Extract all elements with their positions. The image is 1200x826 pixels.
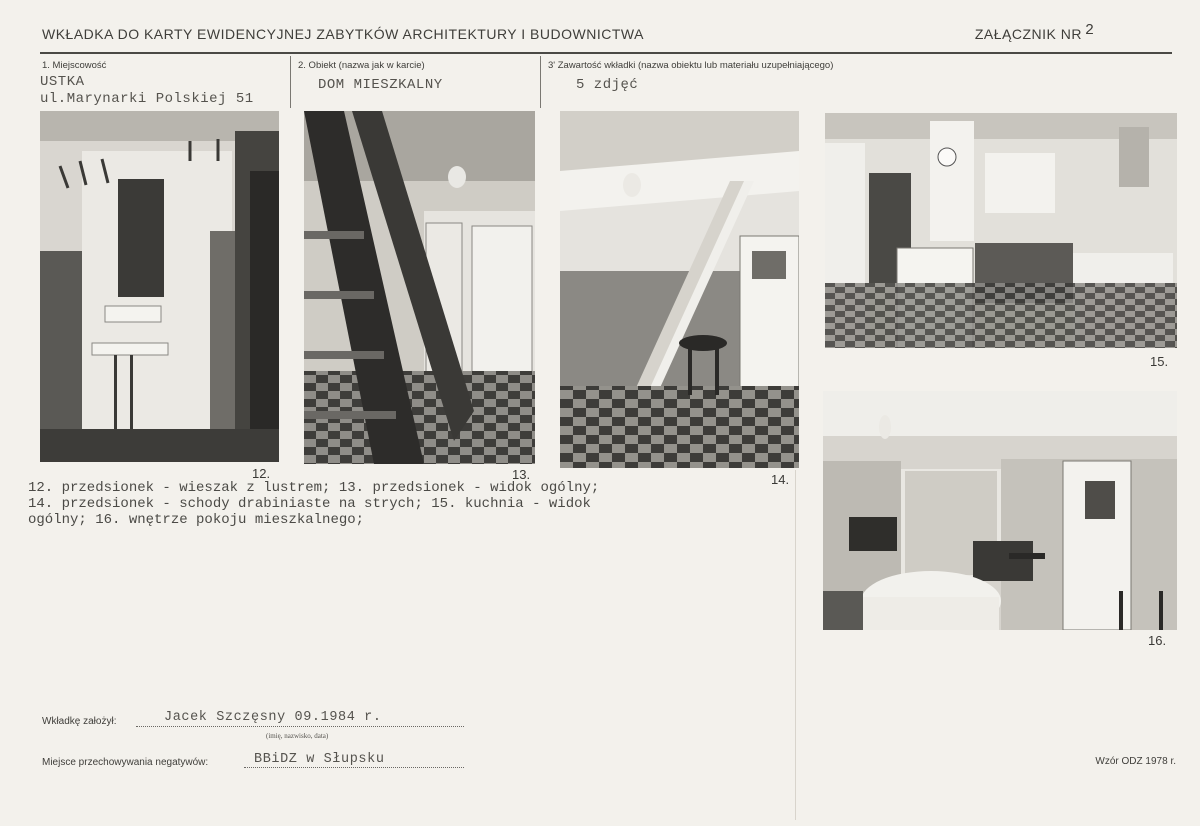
caption-line: 14. przedsionek - schody drabiniaste na strych; 15. kuchnia - widok xyxy=(28,496,591,512)
place-street: ul.Marynarki Polskiej 51 xyxy=(40,91,254,107)
attachment-label: ZAŁĄCZNIK NR xyxy=(974,26,1082,42)
author-value: Jacek Szczęsny 09.1984 r. xyxy=(164,710,382,725)
object-value: DOM MIESZKALNY xyxy=(318,77,443,93)
photo-13-hallway-overview xyxy=(304,111,535,464)
contents-value: 5 zdjęć xyxy=(576,77,639,93)
form-code: Wzór ODZ 1978 r. xyxy=(1095,756,1176,767)
storage-dotted-line xyxy=(244,767,464,768)
photo-12-image xyxy=(40,111,279,462)
photo-14-image xyxy=(560,111,799,468)
photo-16-living-room xyxy=(823,391,1177,630)
caption-line: ogólny; 16. wnętrze pokoju mieszkalnego; xyxy=(28,512,365,528)
photo-15-image xyxy=(825,113,1177,348)
header xyxy=(42,22,1172,48)
photo-16-image xyxy=(823,391,1177,630)
field-divider xyxy=(290,56,291,108)
field-divider xyxy=(540,56,541,108)
author-label: Wkładkę założył: xyxy=(42,716,117,727)
object-label: 2. Obiekt (nazwa jak w karcie) xyxy=(298,60,425,71)
place-town: USTKA xyxy=(40,74,85,90)
storage-label: Miejsce przechowywania negatywów: xyxy=(42,757,209,768)
storage-value: BBiDZ w Słupsku xyxy=(254,752,385,767)
place-label: 1. Miejscowość xyxy=(42,60,107,71)
photo-13-number: 13. xyxy=(512,467,531,482)
header-rule xyxy=(40,52,1172,54)
photo-14-ladder-stairs xyxy=(560,111,799,468)
contents-label: 3' Zawartość wkładki (nazwa obiektu lub materiału uzupełniającego) xyxy=(548,60,834,71)
photo-12-coat-rack-mirror xyxy=(40,111,279,462)
author-hint: (imię, nazwisko, data) xyxy=(266,732,329,740)
author-dotted-line xyxy=(136,726,464,727)
attachment-number: 2 xyxy=(1085,22,1095,39)
photo-14-number: 14. xyxy=(771,472,790,487)
photo-15-number: 15. xyxy=(1150,354,1169,369)
photo-13-image xyxy=(304,111,535,464)
photo-16-number: 16. xyxy=(1148,633,1167,648)
photo-15-kitchen xyxy=(825,113,1177,348)
photo-captions xyxy=(28,480,748,528)
page-fold-line xyxy=(795,470,796,820)
caption-line: 12. przedsionek - wieszak z lustrem; 13. przedsionek - widok ogólny; xyxy=(28,480,600,496)
sheet-title: WKŁADKA DO KARTY EWIDENCYJNEJ ZABYTKÓW ARCHITEKTURY I BUDOWNICTWA xyxy=(42,26,644,42)
photo-12-number: 12. xyxy=(252,466,271,481)
